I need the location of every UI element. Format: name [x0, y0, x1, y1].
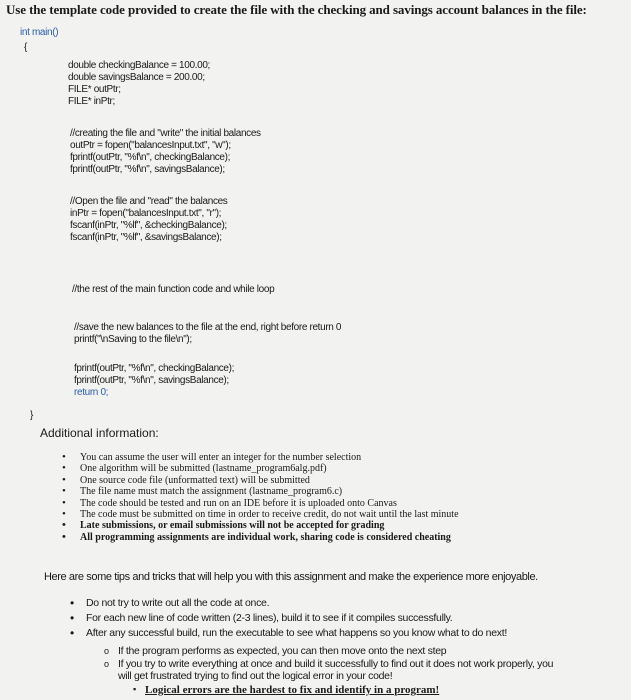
- list-item: o If you try to write everything at once and build it successfully to find out it does not work properly, you will get frustrated trying to find out the logical error in your code!: [104, 658, 558, 683]
- close-brace: }: [30, 410, 33, 421]
- tips-intro: Here are some tips and tricks that will help you with this assignment and make the experience more enjoyable.: [44, 571, 538, 583]
- additional-info-list: [60, 452, 620, 543]
- code-line: double savingsBalance = 200.00;: [68, 72, 205, 83]
- code-line: FILE* inPtr;: [68, 96, 115, 107]
- underlined-note: Logical errors are the hardest to fix and identify in a program!: [145, 684, 440, 696]
- tips-sub-sub-item: [145, 684, 439, 696]
- list-item: • One algorithm will be submitted (lastname_program6alg.pdf): [60, 463, 620, 474]
- list-item: • Do not try to write out all the code at once.: [68, 596, 628, 611]
- code-comment: //the rest of the main function code and while loop: [72, 284, 275, 295]
- code-line: fscanf(inPtr, "%lf", &checkingBalance);: [70, 220, 227, 231]
- code-line: printf("\nSaving to the file\n");: [74, 334, 192, 345]
- code-comment: //creating the file and "write" the initial balances: [70, 128, 261, 139]
- code-line: fprintf(outPtr, "%f\n", savingsBalance);: [70, 164, 225, 175]
- list-item: • The code should be tested and run on an IDE before it is uploaded onto Canvas: [60, 498, 620, 509]
- main-signature: int main(): [20, 27, 59, 38]
- list-item: • All programming assignments are individual work, sharing code is considered cheating: [60, 532, 620, 543]
- instruction-heading: Use the template code provided to create the file with the checking and savings account balances in the file:: [6, 2, 587, 17]
- open-brace: {: [24, 42, 27, 53]
- list-item: • After any successful build, run the executable to see what happens so you know what to do next!: [68, 626, 628, 641]
- additional-info-title: Additional information:: [40, 426, 159, 440]
- code-line: fprintf(outPtr, "%f\n", checkingBalance);: [70, 152, 231, 163]
- code-line: fprintf(outPtr, "%f\n", checkingBalance);: [74, 363, 235, 374]
- code-line: fscanf(inPtr, "%lf", &savingsBalance);: [70, 232, 222, 243]
- list-item: • The file name must match the assignment (lastname_program6.c): [60, 486, 620, 497]
- code-line: inPtr = fopen("balancesInput.txt", "r");: [70, 208, 222, 219]
- list-item: • One source code file (unformatted text) will be submitted: [60, 475, 620, 486]
- code-line: double checkingBalance = 100.00;: [68, 60, 210, 71]
- tips-list: [68, 596, 628, 641]
- code-line: FILE* outPtr;: [68, 84, 121, 95]
- code-line: fprintf(outPtr, "%f\n", savingsBalance);: [74, 375, 229, 386]
- return-line: return 0;: [74, 387, 109, 398]
- code-comment: //Open the file and "read" the balances: [70, 196, 228, 207]
- list-item: • The code must be submitted on time in order to receive credit, do not wait until the last minute: [60, 509, 620, 520]
- tips-sub-list: [104, 645, 624, 683]
- code-template: [10, 22, 625, 452]
- list-item: • You can assume the user will enter an integer for the number selection: [60, 452, 620, 463]
- code-comment: //save the new balances to the file at the end, right before return 0: [74, 322, 342, 333]
- list-item: • For each new line of code written (2-3 lines), build it to see if it compiles successfully.: [68, 611, 628, 626]
- code-line: outPtr = fopen("balancesInput.txt", "w");: [70, 140, 231, 151]
- list-item: o If the program performs as expected, you can then move onto the next step: [104, 645, 624, 658]
- list-item: • Late submissions, or email submissions will not be accepted for grading: [60, 520, 620, 531]
